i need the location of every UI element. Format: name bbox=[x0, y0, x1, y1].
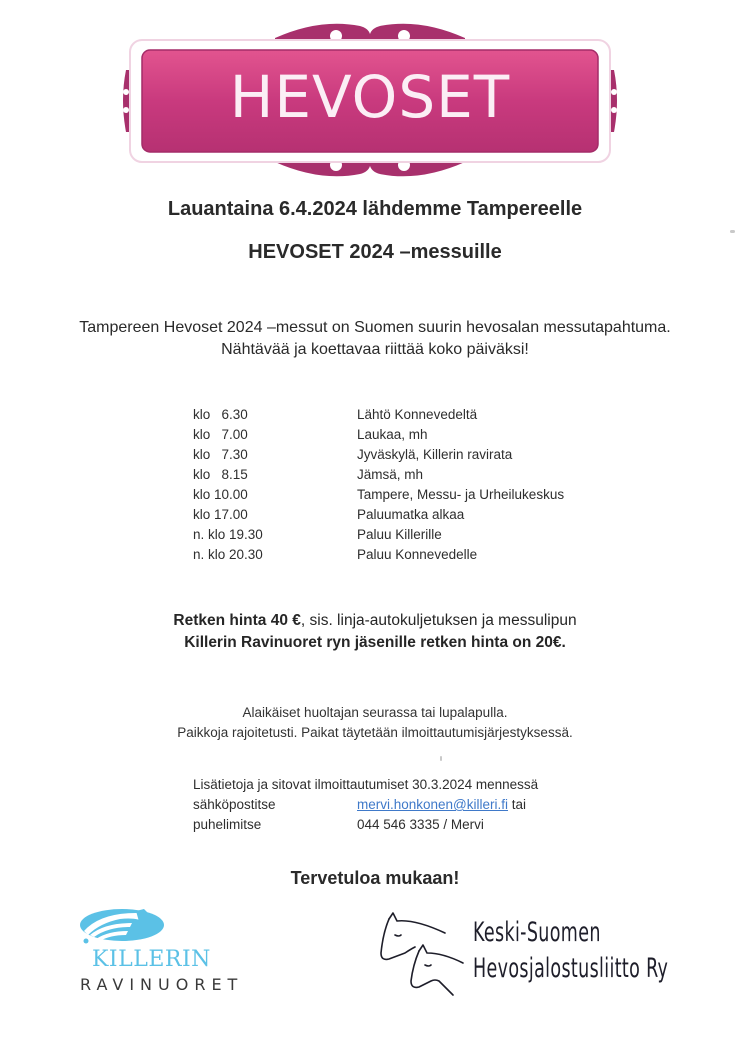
killerin-wordmark: KILLERIN bbox=[92, 947, 211, 972]
schedule-place: Laukaa, mh bbox=[357, 427, 428, 442]
note-minors: Alaikäiset huoltajan seurassa tai lupalapulla. bbox=[242, 705, 508, 720]
schedule-time: klo 8.15 bbox=[193, 467, 248, 482]
schedule-place: Jyväskylä, Killerin ravirata bbox=[357, 447, 513, 462]
intro-line-1: Tampereen Hevoset 2024 –messut on Suomen suurin hevosalan messutapahtuma. bbox=[79, 319, 671, 336]
schedule-time: n. klo 19.30 bbox=[193, 527, 263, 542]
intro-text bbox=[0, 317, 750, 361]
hevoset-banner bbox=[120, 0, 620, 200]
schedule-place: Paluumatka alkaa bbox=[357, 507, 465, 522]
price-amount: Retken hinta 40 € bbox=[173, 612, 301, 629]
schedule-place: Lähtö Konnevedeltä bbox=[357, 407, 478, 422]
banner-title: HEVOSET bbox=[229, 63, 511, 131]
schedule-place: Paluu Killerille bbox=[357, 527, 442, 542]
schedule-row bbox=[193, 425, 613, 445]
schedule-time: klo 7.30 bbox=[193, 447, 248, 462]
contact-intro bbox=[193, 775, 613, 795]
headline-date: Lauantaina 6.4.2024 lähdemme Tampereelle bbox=[167, 198, 583, 220]
schedule-row bbox=[193, 465, 613, 485]
member-price: Killerin Ravinuoret ryn jäsenille retken hinta on 20€. bbox=[184, 634, 566, 651]
headline-event: HEVOSET 2024 –messuille bbox=[248, 241, 502, 263]
welcome-text: Tervetuloa mukaan! bbox=[290, 868, 460, 888]
schedule-row bbox=[193, 545, 613, 565]
schedule-time: klo 7.00 bbox=[193, 427, 248, 442]
email-link[interactable]: mervi.honkonen@killeri.fi bbox=[357, 797, 509, 812]
price-line-2 bbox=[0, 632, 750, 654]
notes bbox=[0, 703, 750, 743]
email-suffix: tai bbox=[508, 797, 527, 812]
two-horse-heads-icon bbox=[375, 909, 470, 999]
contact-intro-text: Lisätietoja ja sitovat ilmoittautumiset 30.3.2024 mennessä bbox=[193, 777, 539, 792]
ravinuoret-wordmark: RAVINUORET bbox=[80, 975, 244, 994]
schedule-place: Paluu Konnevedelle bbox=[357, 547, 478, 562]
email-label: sähköpostitse bbox=[193, 797, 276, 812]
schedule-place: Jämsä, mh bbox=[357, 467, 424, 482]
schedule-row bbox=[193, 485, 613, 505]
schedule-row bbox=[193, 405, 613, 425]
note-limited-seats: Paikkoja rajoitetusti. Paikat täytetään ilmoittautumisjärjestyksessä. bbox=[177, 725, 573, 740]
horse-head-swoosh-icon bbox=[80, 905, 290, 951]
schedule-row bbox=[193, 505, 613, 525]
contact-email-row bbox=[193, 795, 613, 815]
email-value bbox=[357, 795, 526, 815]
price-info bbox=[0, 610, 750, 654]
killerin-ravinuoret-logo bbox=[70, 905, 280, 1005]
scan-speck bbox=[440, 756, 442, 761]
schedule-time: klo 10.00 bbox=[193, 487, 248, 502]
ksh-wordmark-line-2: Hevosjalostusliitto Ry bbox=[473, 953, 669, 984]
schedule-place: Tampere, Messu- ja Urheilukeskus bbox=[357, 487, 565, 502]
contact-info bbox=[193, 775, 613, 835]
schedule-time: n. klo 20.30 bbox=[193, 547, 263, 562]
contact-phone-row bbox=[193, 815, 613, 835]
schedule-table bbox=[193, 405, 613, 565]
keski-suomen-hevosjalostusliitto-logo bbox=[375, 905, 725, 1005]
phone-label: puhelimitse bbox=[193, 817, 262, 832]
schedule-time: klo 17.00 bbox=[193, 507, 248, 522]
price-line-1 bbox=[0, 610, 750, 632]
schedule-row bbox=[193, 445, 613, 465]
intro-line-2: Nähtävää ja koettavaa riittää koko päiväksi! bbox=[221, 341, 529, 358]
schedule-time: klo 6.30 bbox=[193, 407, 248, 422]
ksh-wordmark-line-1: Keski-Suomen bbox=[473, 917, 601, 948]
scan-speck bbox=[730, 230, 735, 233]
phone-value: 044 546 3335 / Mervi bbox=[357, 817, 484, 832]
schedule-row bbox=[193, 525, 613, 545]
price-includes: , sis. linja-autokuljetuksen ja messulipun bbox=[300, 612, 577, 629]
